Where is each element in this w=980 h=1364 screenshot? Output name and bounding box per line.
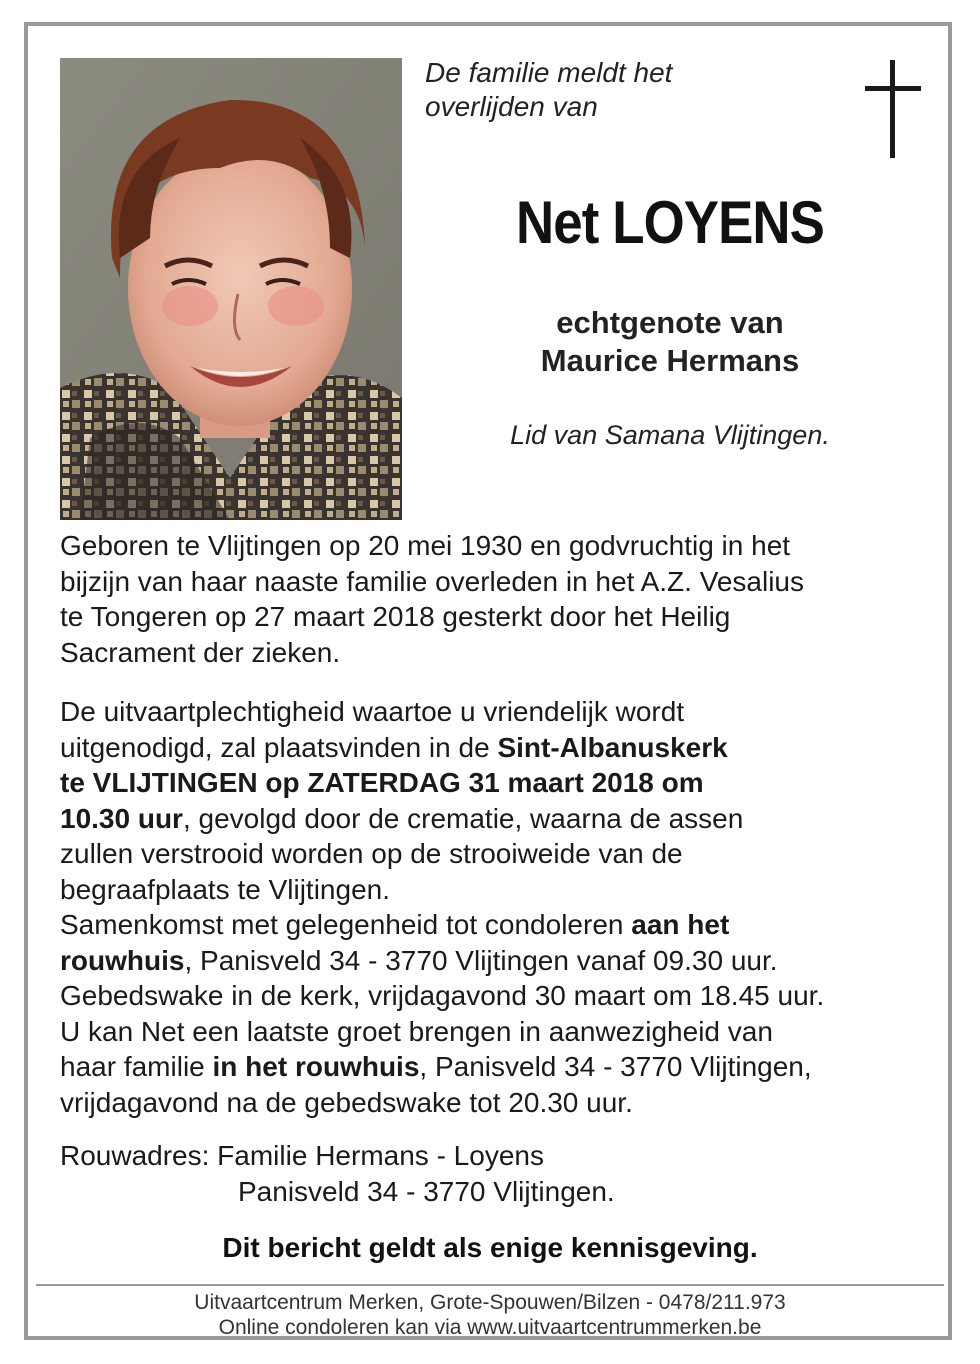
membership-text: Lid van Samana Vlijtingen.	[510, 420, 830, 450]
paragraph2-line: Samenkomst met gelegenheid tot condoleren aan het	[60, 909, 730, 940]
footer-line-1: Uitvaartcentrum Merken, Grote-Spouwen/Bilzen - 0478/211.973	[194, 1291, 786, 1314]
mourning-address-line-2: Panisveld 34 - 3770 Vlijtingen.	[238, 1176, 615, 1207]
paragraph2-line: Gebedswake in de kerk, vrijdagavond 30 maart om 18.45 uur.	[60, 980, 825, 1011]
spouse-block	[470, 304, 870, 380]
intro-line-2: overlijden van	[425, 91, 598, 122]
funeral-paragraph	[60, 694, 930, 1120]
paragraph2-line: U kan Net een laatste groet brengen in aanwezigheid van	[60, 1015, 773, 1047]
relation-label: echtgenote van	[556, 305, 784, 340]
cross-icon	[862, 60, 924, 160]
intro-text	[425, 56, 672, 124]
paragraph2-line: 10.30 uur, gevolgd door de crematie, waarna de assen	[60, 802, 744, 834]
mourning-address	[60, 1138, 615, 1210]
deceased-name: Net LOYENS	[515, 189, 825, 256]
spouse-name: Maurice Hermans	[540, 343, 800, 378]
paragraph2-line	[60, 765, 930, 801]
paragraph1-line: bijzijn van haar naaste familie overleden in het A.Z. Vesalius	[60, 565, 804, 597]
paragraph1-line: te Tongeren op 27 maart 2018 gesterkt door het Heilig	[60, 601, 731, 632]
paragraph2-line: uitgenodigd, zal plaatsvinden in de Sint-Albanuskerk	[60, 731, 728, 763]
paragraph2-line: haar familie in het rouwhuis, Panisveld 34 - 3770 Vlijtingen,	[60, 1051, 812, 1082]
footer	[0, 1290, 980, 1340]
paragraph2-line: De uitvaartplechtigheid waartoe u vriendelijk wordt	[60, 696, 685, 727]
paragraph2-line: rouwhuis, Panisveld 34 - 3770 Vlijtingen vanaf 09.30 uur.	[60, 944, 778, 976]
paragraph2-line: vrijdagavond na de gebedswake tot 20.30 uur.	[60, 1086, 633, 1118]
church-name: Sint-Albanuskerk	[497, 731, 728, 763]
paragraph1-line: Geboren te Vlijtingen op 20 mei 1930 en godvruchtig in het	[60, 530, 791, 561]
funeral-date: te VLIJTINGEN op ZATERDAG 31 maart 2018 om	[60, 767, 704, 798]
intro-line-1: De familie meldt het	[425, 57, 673, 88]
paragraph2-line: begraafplaats te Vlijtingen.	[60, 873, 390, 905]
notice-statement: Dit bericht geldt als enige kennisgeving.	[222, 1232, 758, 1263]
footer-divider	[36, 1284, 944, 1286]
mourning-address-line-1: Rouwadres: Familie Hermans - Loyens	[60, 1140, 544, 1171]
funeral-time: 10.30 uur	[60, 802, 183, 834]
paragraph2-line: zullen verstrooid worden op de strooiweide van de	[60, 838, 683, 869]
footer-line-2: Online condoleren kan via www.uitvaartcentrummerken.be	[218, 1316, 762, 1339]
paragraph1-line: Sacrament der zieken.	[60, 636, 341, 668]
birth-death-paragraph	[60, 528, 930, 670]
portrait-photo	[60, 58, 402, 520]
